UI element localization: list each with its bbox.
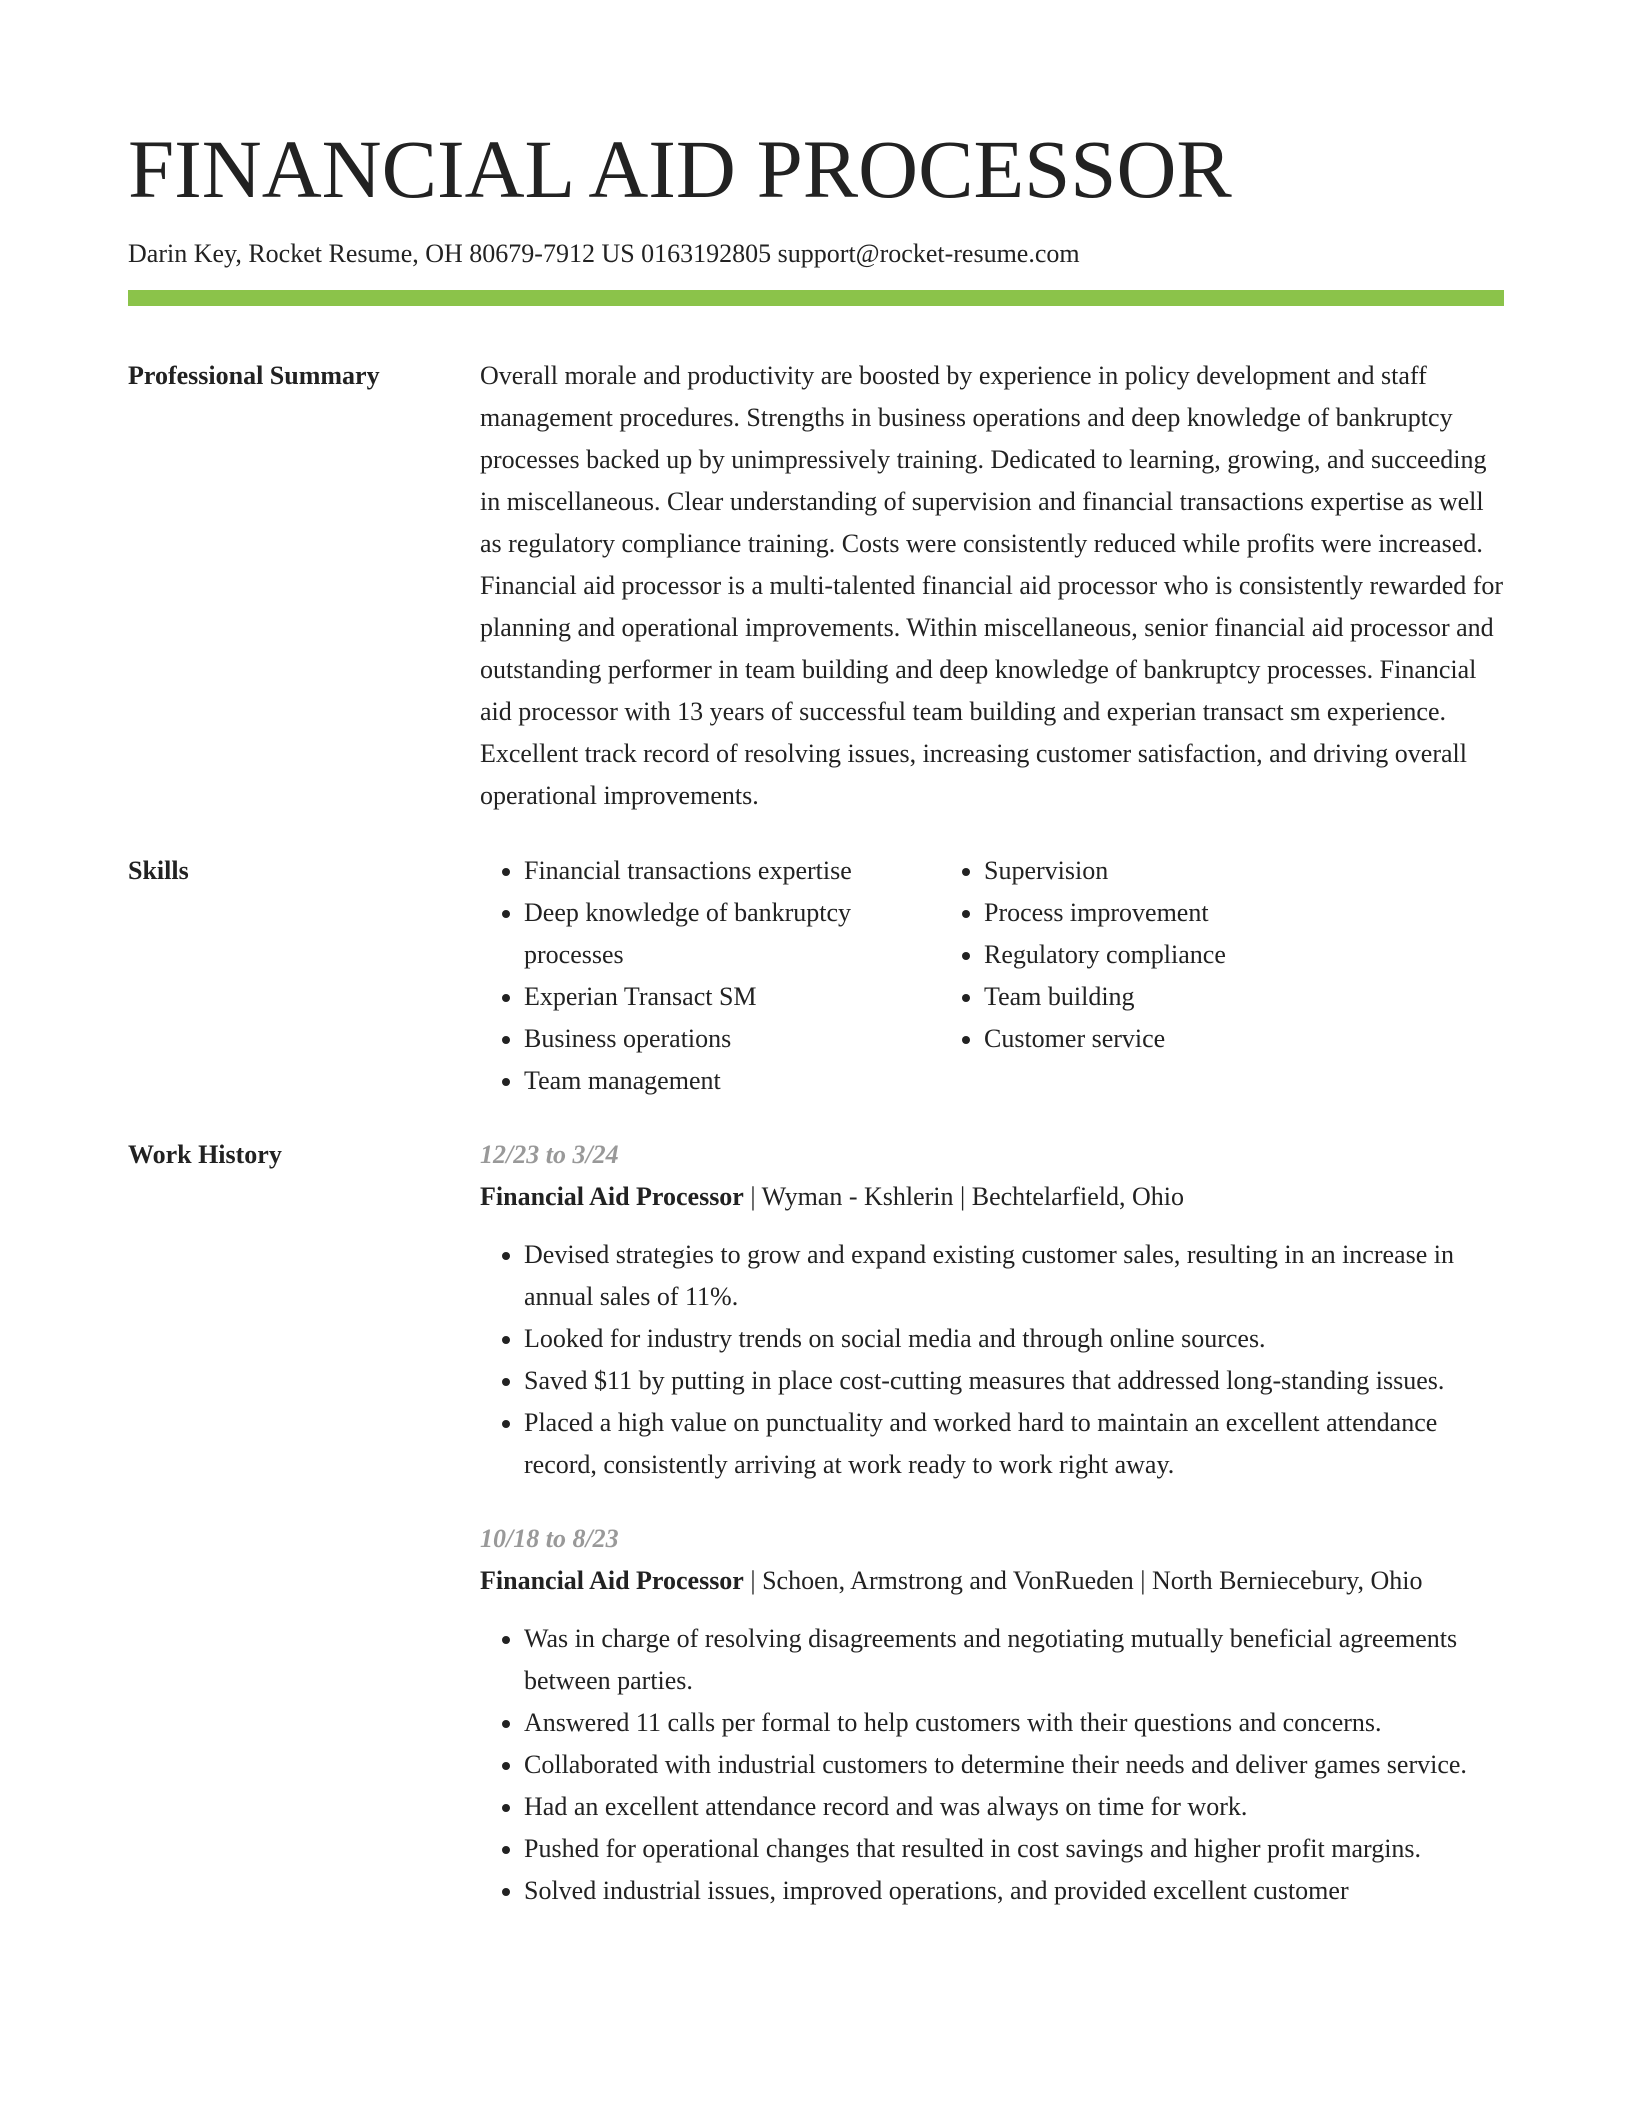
skill-item: • Team building xyxy=(984,976,1504,1018)
work-history-section xyxy=(128,1134,1504,1944)
skills-label: Skills xyxy=(128,855,189,885)
job-bullet: • Solved industrial issues, improved operations, and provided excellent customer xyxy=(524,1870,1504,1912)
skills-list-left xyxy=(480,850,940,1102)
work-history-label: Work History xyxy=(128,1139,282,1169)
summary-text: Overall morale and productivity are boosted by experience in policy development and staff management procedures. Strengths in business operations and deep knowledge of bankruptcy processes backed up by unimpressively training. Dedicated to learning, growing, and succeeding in miscellaneous. Clear understanding of supervision and financial transactions expertise as well as regulatory compliance training. Costs were consistently reduced while profits were increased. Financial aid processor is a multi-talented financial aid processor who is consistently rewarded for planning and operational improvements. Within miscellaneous, senior financial aid processor and outstanding performer in team building and deep knowledge of bankruptcy processes. Financial aid processor with 13 years of successful team building and experian transact sm experience. Excellent track record of resolving issues, increasing customer satisfaction, and driving overall operational improvements. xyxy=(480,360,1504,810)
summary-section xyxy=(128,355,1504,817)
job-bullet: • Answered 11 calls per formal to help customers with their questions and concerns. xyxy=(524,1702,1504,1744)
resume-title: FINANCIAL AID PROCESSOR xyxy=(128,123,1232,215)
job-details: | Wyman - Kshlerin | Bechtelarfield, Ohio xyxy=(743,1181,1184,1211)
job-bullet: • Collaborated with industrial customers to determine their needs and deliver games service. xyxy=(524,1744,1504,1786)
job-bullet: • Placed a high value on punctuality and worked hard to maintain an excellent attendance record, consistently arriving at work ready to work right away. xyxy=(524,1402,1504,1486)
skill-item: • Supervision xyxy=(984,850,1504,892)
skills-list-right xyxy=(940,850,1504,1102)
skill-item: • Deep knowledge of bankruptcy processes xyxy=(524,892,940,976)
skill-item: • Customer service xyxy=(984,1018,1504,1060)
job-bullet: • Was in charge of resolving disagreements and negotiating mutually beneficial agreements between parties. xyxy=(524,1618,1504,1702)
header-divider xyxy=(128,290,1504,306)
skill-item: • Business operations xyxy=(524,1018,940,1060)
job-bullets xyxy=(480,1618,1504,1912)
job-entry xyxy=(480,1518,1504,1912)
skill-item: • Financial transactions expertise xyxy=(524,850,940,892)
job-dates: 10/18 to 8/23 xyxy=(480,1523,619,1553)
job-bullets xyxy=(480,1234,1504,1486)
work-history-body xyxy=(480,1134,1504,1944)
skill-item: • Regulatory compliance xyxy=(984,934,1504,976)
job-bullet: • Devised strategies to grow and expand existing customer sales, resulting in an increase in annual sales of 11%. xyxy=(524,1234,1504,1318)
job-bullet: • Saved $11 by putting in place cost-cutting measures that addressed long-standing issues. xyxy=(524,1360,1504,1402)
job-details: | Schoen, Armstrong and VonRueden | North Berniecebury, Ohio xyxy=(743,1565,1423,1595)
skills-section xyxy=(128,850,1504,1102)
contact-line: Darin Key, Rocket Resume, OH 80679-7912 US 0163192805 support@rocket-resume.com xyxy=(128,239,1080,268)
job-header xyxy=(480,1176,1504,1218)
job-dates: 12/23 to 3/24 xyxy=(480,1139,619,1169)
job-bullet: • Looked for industry trends on social media and through online sources. xyxy=(524,1318,1504,1360)
job-entry xyxy=(480,1134,1504,1486)
summary-label: Professional Summary xyxy=(128,360,380,390)
skill-item: • Team management xyxy=(524,1060,940,1102)
job-bullet: • Had an excellent attendance record and was always on time for work. xyxy=(524,1786,1504,1828)
skill-item: • Experian Transact SM xyxy=(524,976,940,1018)
job-bullet: • Pushed for operational changes that resulted in cost savings and higher profit margins. xyxy=(524,1828,1504,1870)
summary-body xyxy=(480,355,1504,817)
job-title: Financial Aid Processor xyxy=(480,1181,744,1211)
job-header xyxy=(480,1560,1504,1602)
job-title: Financial Aid Processor xyxy=(480,1565,744,1595)
skill-item: • Process improvement xyxy=(984,892,1504,934)
skills-body xyxy=(480,850,1504,1102)
